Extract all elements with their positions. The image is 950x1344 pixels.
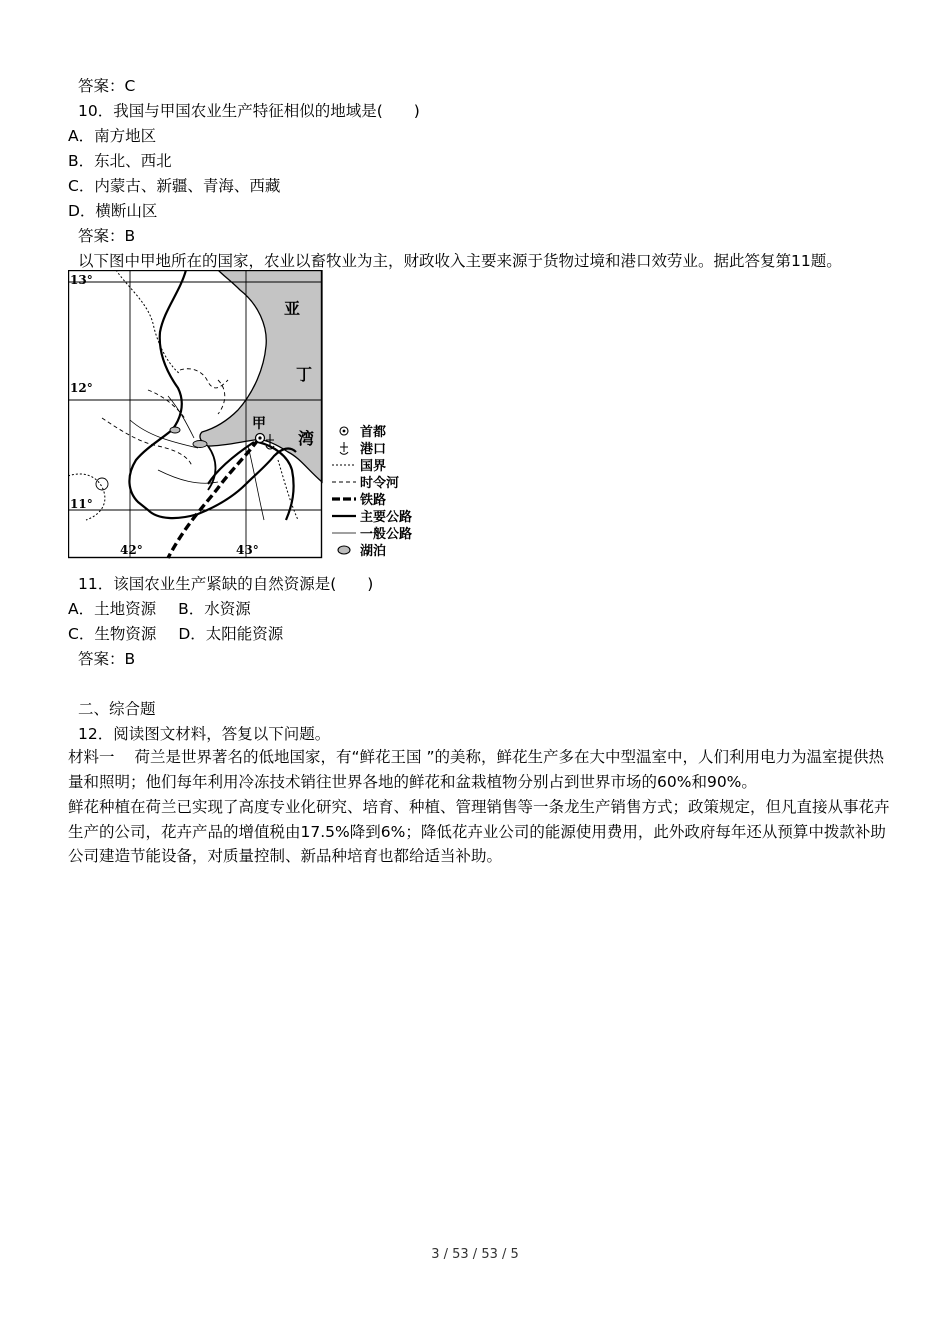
material-1-paragraph (68, 745, 890, 794)
legend-main-road: 主要公路 (360, 510, 413, 525)
q11-option-a: A．土地资源 (68, 600, 157, 618)
q10-option-c: C．内蒙古、新疆、青海、西藏 (68, 177, 281, 195)
q11-option-c: C．生物资源 (68, 625, 157, 643)
lon-label-42: 42° (120, 543, 143, 557)
seasonal-rivers (102, 369, 228, 466)
q10-option-d: D．横断山区 (68, 202, 158, 220)
lat-label-13: 13° (70, 273, 93, 287)
q10-answer: 答案：B (78, 227, 136, 245)
q10-stem: 10．我国与甲国农业生产特征相似的地域是( ) (78, 102, 420, 120)
material-1-paragraph-2: 鲜花种植在荷兰已实现了高度专业化研究、培育、种植、管理销售等一条龙生产销售方式；政策规定，但凡直接从事花卉生产的公司，花卉产品的增值税由17.5%降到6%；降低花卉业公司的能源使用费用，此外政府每年还从预算中拨款补助公司建造节能设备，对质量控制、新品种培育也都给适当补助。 (68, 798, 890, 865)
q12-stem: 12．阅读图文材料，答复以下问题。 (78, 725, 331, 743)
legend-port: 港口 (360, 442, 387, 457)
q11-intro: 以下图中甲地所在的国家，农业以畜牧业为主，财政收入主要来源于货物过境和港口效劳业。据此答复第11题。 (78, 252, 842, 270)
q11-answer: 答案：B (78, 650, 136, 668)
lake-icon-map (170, 427, 180, 433)
map-legend (332, 424, 412, 559)
q10-option-a: A．南方地区 (68, 127, 157, 145)
legend-seasonal-river: 时令河 (360, 476, 400, 491)
port-icon (340, 442, 348, 454)
q11-options-row-2 (68, 624, 283, 644)
lat-label-11: 11° (70, 497, 93, 511)
page-footer: 3 / 53 / 53 / 5 (431, 1247, 519, 1262)
q9-answer: 答案：C (78, 77, 136, 95)
sea-label-ya: 亚 (284, 299, 301, 318)
place-label-jia: 甲 (252, 416, 266, 432)
lat-label-12: 12° (70, 381, 93, 395)
q10-option-b: B．东北、西北 (68, 152, 172, 170)
legend-railway: 铁路 (360, 493, 387, 508)
gulf-of-aden-map (68, 270, 430, 560)
lake-icon (338, 546, 350, 554)
legend-boundary: 国界 (360, 459, 387, 474)
main-road (208, 442, 294, 520)
lon-label-43: 43° (236, 543, 259, 557)
section-2-title: 二、综合题 (78, 700, 156, 718)
legend-general-road: 一般公路 (360, 527, 413, 542)
sea-label-wan: 湾 (298, 429, 315, 448)
q11-stem: 11．该国农业生产紧缺的自然资源是( ) (78, 575, 374, 593)
material-1-text: 荷兰是世界著名的低地国家，有“鲜花王国 ”的美称，鲜花生产多在大中型温室中，人们利用电力为温室提供热量和照明；他们每年利用冷冻技术销往世界各地的鲜花和盆栽植物分别占到世界市场的60%和90%。 (68, 748, 885, 791)
legend-lake: 湖泊 (360, 544, 387, 559)
sea-label-ding: 丁 (296, 365, 313, 384)
material-label: 材料一 (68, 748, 115, 766)
q11-options-row-1 (68, 599, 251, 619)
q11-option-b: B．水资源 (178, 600, 251, 618)
q11-option-d: D．太阳能资源 (178, 625, 284, 643)
legend-capital: 首都 (360, 425, 387, 440)
